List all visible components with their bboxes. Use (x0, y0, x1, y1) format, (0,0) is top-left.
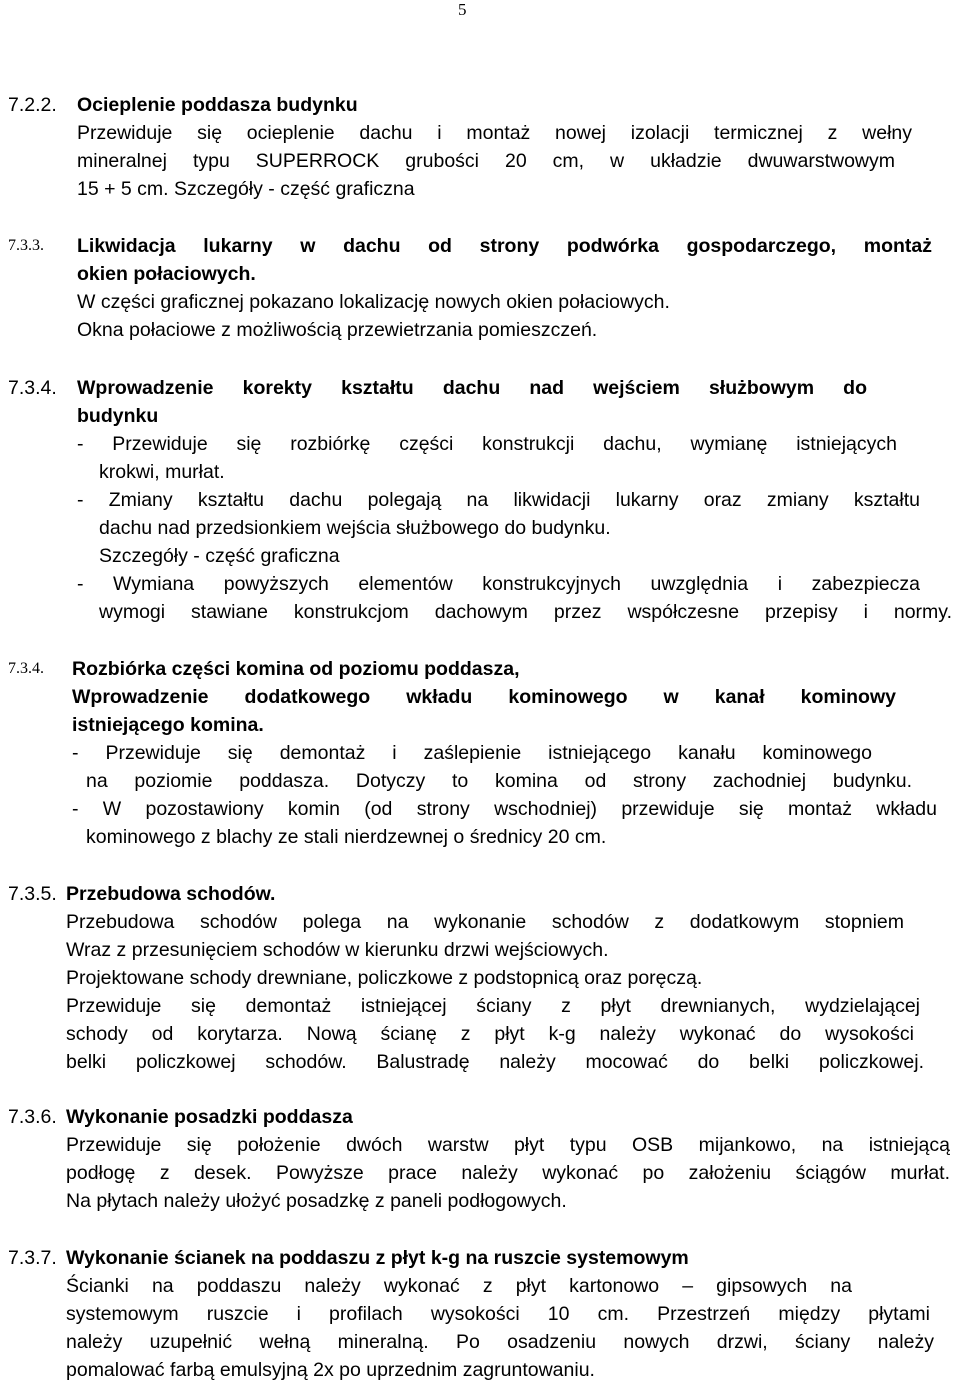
paragraph-line: Przewiduje się ocieplenie dachu i montaż nowej izolacji termicznej z wełny (77, 122, 912, 144)
paragraph-line: podłogę z desek. Powyższe prace należy wykonać po założeniu ściągów murłat. (66, 1162, 950, 1184)
section-number: 7.3.4. (8, 377, 57, 399)
paragraph-line: Na płytach należy ułożyć posadzkę z paneli podłogowych. (66, 1190, 567, 1212)
paragraph-line: systemowym ruszcie i profilach wysokości 10 cm. Przestrzeń między płytami (66, 1303, 930, 1325)
paragraph-line: - W pozostawiony komin (od strony wschodniej) przewiduje się montaż wkładu (72, 798, 937, 820)
section-title: Wykonanie ścianek na poddaszu z płyt k-g na ruszcie systemowym (66, 1247, 689, 1269)
section-title: Wprowadzenie dodatkowego wkładu kominowego w kanał kominowy (72, 686, 896, 708)
paragraph-line: Okna połaciowe z możliwością przewietrzania pomieszczeń. (77, 319, 598, 341)
paragraph-line: krokwi, murłat. (99, 461, 225, 483)
paragraph-line: belki policzkowej schodów. Balustradę należy mocować do belki policzkowej. (66, 1051, 924, 1073)
section-number: 7.3.3. (8, 237, 44, 254)
section-title: Przebudowa schodów. (66, 883, 276, 905)
paragraph-line: Przewiduje się położenie dwóch warstw płyt typu OSB mijankowo, na istniejącą (66, 1134, 950, 1156)
paragraph-line: Przewiduje się demontaż istniejącej ściany z płyt drewnianych, wydzielającej (66, 995, 920, 1017)
paragraph-line: schody od korytarza. Nową ścianę z płyt k-g należy wykonać do wysokości (66, 1023, 914, 1045)
paragraph-line: Przebudowa schodów polega na wykonanie schodów z dodatkowym stopniem (66, 911, 904, 933)
section-number: 7.3.7. (8, 1247, 57, 1269)
paragraph-line: mineralnej typu SUPERROCK grubości 20 cm, w układzie dwuwarstwowym (77, 150, 895, 172)
paragraph-line: kominowego z blachy ze stali nierdzewnej o średnicy 20 cm. (86, 826, 607, 848)
section-number: 7.2.2. (8, 94, 57, 116)
paragraph-line: Wraz z przesunięciem schodów w kierunku drzwi wejściowych. (66, 939, 609, 961)
section-title: Likwidacja lukarny w dachu od strony podwórka gospodarczego, montaż (77, 235, 932, 257)
paragraph-line: Projektowane schody drewniane, policzkowe z podstopnicą oraz poręczą. (66, 967, 703, 989)
section-number: 7.3.4. (8, 660, 44, 677)
section-title: Wykonanie posadzki poddasza (66, 1106, 353, 1128)
section-title: okien połaciowych. (77, 263, 256, 285)
section-number: 7.3.6. (8, 1106, 57, 1128)
paragraph-line: Szczegóły - część graficzna (99, 545, 340, 567)
section-title: budynku (77, 405, 159, 427)
paragraph-line: należy uzupełnić wełną mineralną. Po osadzeniu nowych drzwi, ściany należy (66, 1331, 934, 1353)
paragraph-line: na poziomie poddasza. Dotyczy to komina od strony zachodniej budynku. (86, 770, 912, 792)
paragraph-line: - Przewiduje się demontaż i zaślepienie istniejącego kanału kominowego (72, 742, 872, 764)
paragraph-line: - Zmiany kształtu dachu polegają na likwidacji lukarny oraz zmiany kształtu (77, 489, 920, 511)
paragraph-line: W części graficznej pokazano lokalizację nowych okien połaciowych. (77, 291, 670, 313)
section-title: Wprowadzenie korekty kształtu dachu nad wejściem służbowym do (77, 377, 867, 399)
section-number: 7.3.5. (8, 883, 57, 905)
paragraph-line: - Wymiana powyższych elementów konstrukcyjnych uwzględnia i zabezpiecza (77, 573, 920, 595)
paragraph-line: pomalować farbą emulsyjną 2x po uprzednim zagruntowaniu. (66, 1359, 595, 1381)
paragraph-line: dachu nad przedsionkiem wejścia służbowego do budynku. (99, 517, 611, 539)
section-title: Rozbiórka części komina od poziomu poddasza, (72, 658, 520, 680)
paragraph-line: - Przewiduje się rozbiórkę części konstrukcji dachu, wymianę istniejących (77, 433, 897, 455)
section-title: istniejącego komina. (72, 714, 264, 736)
section-title: Ocieplenie poddasza budynku (77, 94, 358, 116)
paragraph-line: Ścianki na poddaszu należy wykonać z płyt kartonowo – gipsowych na (66, 1275, 852, 1297)
page-number: 5 (458, 0, 467, 19)
paragraph-line: 15 + 5 cm. Szczegóły - część graficzna (77, 178, 415, 200)
paragraph-line: wymogi stawiane konstrukcjom dachowym przez współczesne przepisy i normy. (99, 601, 952, 623)
